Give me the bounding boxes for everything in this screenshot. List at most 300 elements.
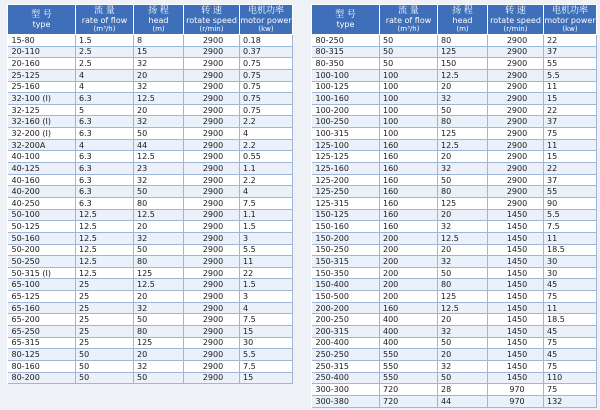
flow-cell: 200 <box>380 244 438 256</box>
table-row <box>312 93 597 105</box>
flow-cell: 100 <box>380 116 438 128</box>
type-cell: 100-315 <box>312 128 380 140</box>
power-cell: 4 <box>240 128 293 140</box>
speed-cell: 2900 <box>184 314 240 326</box>
flow-cell: 12.5 <box>76 256 134 268</box>
type-cell: 150-350 <box>312 267 380 279</box>
speed-cell: 2900 <box>488 58 544 70</box>
table-row <box>8 326 293 338</box>
power-cell: 0.75 <box>240 69 293 81</box>
head-cell: 125 <box>134 337 184 349</box>
power-cell: 2.2 <box>240 174 293 186</box>
head-cell: 12.5 <box>134 279 184 291</box>
type-cell: 32-100 (I) <box>8 93 76 105</box>
flow-cell: 2.5 <box>76 58 134 70</box>
power-cell: 37 <box>544 116 597 128</box>
speed-cell: 2900 <box>184 58 240 70</box>
table-row <box>8 349 293 361</box>
flow-cell: 25 <box>76 302 134 314</box>
table-row <box>8 291 293 303</box>
type-cell: 125-200 <box>312 174 380 186</box>
power-cell: 30 <box>544 256 597 268</box>
power-cell: 2.2 <box>240 139 293 151</box>
flow-cell: 200 <box>380 232 438 244</box>
speed-cell: 1450 <box>488 326 544 338</box>
table-row <box>8 116 293 128</box>
power-cell: 132 <box>544 395 597 407</box>
head-cell: 32 <box>438 221 488 233</box>
power-cell: 0.75 <box>240 81 293 93</box>
head-cell: 20 <box>134 104 184 116</box>
head-cell: 50 <box>438 372 488 384</box>
power-cell: 75 <box>544 360 597 372</box>
power-cell: 22 <box>240 267 293 279</box>
power-cell: 0.75 <box>240 58 293 70</box>
power-cell: 15 <box>544 151 597 163</box>
head-cell: 80 <box>438 186 488 198</box>
speed-cell: 2900 <box>488 163 544 175</box>
type-cell: 65-250 <box>8 326 76 338</box>
speed-cell: 1450 <box>488 221 544 233</box>
table-row <box>312 372 597 384</box>
flow-cell: 100 <box>380 104 438 116</box>
flow-cell: 12.5 <box>76 232 134 244</box>
speed-cell: 2900 <box>184 221 240 233</box>
table-row <box>8 360 293 372</box>
head-cell: 80 <box>134 197 184 209</box>
flow-cell: 160 <box>380 197 438 209</box>
power-cell: 45 <box>544 279 597 291</box>
speed-cell: 970 <box>488 395 544 407</box>
head-cell: 20 <box>134 69 184 81</box>
power-cell: 1.5 <box>240 279 293 291</box>
head-cell: 12.5 <box>134 209 184 221</box>
flow-cell: 6.3 <box>76 93 134 105</box>
head-cell: 125 <box>438 128 488 140</box>
head-cell: 32 <box>134 360 184 372</box>
power-cell: 45 <box>544 326 597 338</box>
flow-cell: 160 <box>380 163 438 175</box>
power-cell: 45 <box>544 349 597 361</box>
power-cell: 7.5 <box>240 197 293 209</box>
table-row <box>8 256 293 268</box>
table-row <box>8 302 293 314</box>
head-cell: 32 <box>134 232 184 244</box>
type-cell: 100-200 <box>312 104 380 116</box>
type-header: 型 号 type <box>8 5 76 35</box>
power-cell: 37 <box>544 174 597 186</box>
flow-cell: 2.5 <box>76 46 134 58</box>
power-cell: 18.5 <box>544 314 597 326</box>
flow-cell: 6.3 <box>76 128 134 140</box>
type-cell: 150-160 <box>312 221 380 233</box>
type-cell: 50-160 <box>8 232 76 244</box>
head-cell: 50 <box>438 337 488 349</box>
table-row <box>312 232 597 244</box>
table-row <box>312 46 597 58</box>
type-cell: 125-315 <box>312 197 380 209</box>
head-cell: 80 <box>438 116 488 128</box>
table-row <box>8 81 293 93</box>
flow-cell: 6.3 <box>76 151 134 163</box>
power-cell: 1.1 <box>240 209 293 221</box>
flow-cell: 50 <box>76 372 134 384</box>
type-cell: 150-125 <box>312 209 380 221</box>
right-table-header <box>312 5 597 35</box>
table-row <box>8 337 293 349</box>
speed-cell: 1450 <box>488 209 544 221</box>
head-cell: 32 <box>134 116 184 128</box>
speed-cell: 1450 <box>488 372 544 384</box>
flow-cell: 550 <box>380 372 438 384</box>
head-cell: 125 <box>438 197 488 209</box>
type-cell: 200-200 <box>312 302 380 314</box>
flow-cell: 6.3 <box>76 163 134 175</box>
head-cell: 150 <box>438 58 488 70</box>
flow-cell: 200 <box>380 279 438 291</box>
head-cell: 12.5 <box>438 69 488 81</box>
type-cell: 32-125 <box>8 104 76 116</box>
power-cell: 11 <box>544 232 597 244</box>
power-header: 电机功率 motor power (kw) <box>544 6 596 33</box>
head-header: 扬 程 head (m) <box>134 5 184 35</box>
power-cell: 55 <box>544 186 597 198</box>
table-row <box>8 163 293 175</box>
speed-cell: 2900 <box>488 116 544 128</box>
flow-cell: 100 <box>380 69 438 81</box>
table-row <box>312 163 597 175</box>
head-cell: 50 <box>438 267 488 279</box>
type-cell: 100-125 <box>312 81 380 93</box>
flow-cell: 6.3 <box>76 186 134 198</box>
speed-cell: 1450 <box>488 244 544 256</box>
table-row <box>8 104 293 116</box>
table-row <box>312 337 597 349</box>
power-cell: 0.75 <box>240 93 293 105</box>
flow-cell: 400 <box>380 326 438 338</box>
type-cell: 150-250 <box>312 244 380 256</box>
power-cell: 5.5 <box>240 349 293 361</box>
table-row <box>312 81 597 93</box>
table-row <box>312 291 597 303</box>
speed-cell: 2900 <box>488 104 544 116</box>
speed-cell: 2900 <box>488 35 544 47</box>
power-cell: 22 <box>544 104 597 116</box>
power-cell: 3 <box>240 291 293 303</box>
speed-header: 转 速 rotate speed (r/min) <box>184 5 240 35</box>
table-row <box>312 244 597 256</box>
power-header: 电机功率 motor power (kw) <box>240 6 292 33</box>
power-cell: 30 <box>544 267 597 279</box>
table-row <box>312 314 597 326</box>
type-cell: 40-160 <box>8 174 76 186</box>
head-cell: 80 <box>438 35 488 47</box>
flow-cell: 160 <box>380 302 438 314</box>
power-cell: 55 <box>544 58 597 70</box>
head-cell: 32 <box>438 93 488 105</box>
type-cell: 40-250 <box>8 197 76 209</box>
type-cell: 250-315 <box>312 360 380 372</box>
speed-cell: 2900 <box>488 128 544 140</box>
head-cell: 32 <box>134 81 184 93</box>
table-row <box>8 93 293 105</box>
power-cell: 110 <box>544 372 597 384</box>
left-table-header <box>8 5 293 35</box>
speed-cell: 2900 <box>184 197 240 209</box>
power-cell: 1.5 <box>240 221 293 233</box>
head-cell: 12.5 <box>438 232 488 244</box>
type-cell: 150-500 <box>312 291 380 303</box>
flow-cell: 720 <box>380 384 438 396</box>
type-cell: 80-160 <box>8 360 76 372</box>
power-cell: 5.5 <box>240 244 293 256</box>
speed-cell: 2900 <box>184 81 240 93</box>
head-cell: 50 <box>134 128 184 140</box>
table-row <box>8 267 293 279</box>
table-row <box>8 174 293 186</box>
head-cell: 32 <box>438 256 488 268</box>
head-cell: 15 <box>134 46 184 58</box>
power-cell: 22 <box>544 163 597 175</box>
table-row <box>312 197 597 209</box>
flow-cell: 6.3 <box>76 197 134 209</box>
type-cell: 100-160 <box>312 93 380 105</box>
type-cell: 125-100 <box>312 139 380 151</box>
speed-cell: 2900 <box>184 151 240 163</box>
type-cell: 250-250 <box>312 349 380 361</box>
table-row <box>312 116 597 128</box>
power-cell: 0.55 <box>240 151 293 163</box>
head-cell: 12.5 <box>134 93 184 105</box>
power-cell: 0.18 <box>240 35 293 47</box>
flow-cell: 50 <box>76 349 134 361</box>
flow-cell: 4 <box>76 69 134 81</box>
speed-cell: 2900 <box>488 197 544 209</box>
table-row <box>312 151 597 163</box>
table-row <box>312 139 597 151</box>
type-cell: 125-160 <box>312 163 380 175</box>
type-cell: 40-200 <box>8 186 76 198</box>
speed-cell: 1450 <box>488 267 544 279</box>
type-cell: 32-200 (I) <box>8 128 76 140</box>
table-row <box>8 151 293 163</box>
flow-cell: 12.5 <box>76 209 134 221</box>
speed-cell: 1450 <box>488 349 544 361</box>
head-header: 扬 程 head (m) <box>438 5 488 35</box>
flow-cell: 50 <box>380 46 438 58</box>
table-row <box>312 267 597 279</box>
flow-cell: 160 <box>380 139 438 151</box>
type-cell: 20-160 <box>8 58 76 70</box>
left-table-body <box>8 35 293 384</box>
speed-cell: 1450 <box>488 232 544 244</box>
speed-cell: 970 <box>488 384 544 396</box>
type-cell: 200-315 <box>312 326 380 338</box>
flow-header: 流 量 rate of flow (m³/h) <box>76 5 134 35</box>
flow-cell: 4 <box>76 81 134 93</box>
flow-cell: 12.5 <box>76 244 134 256</box>
table-row <box>8 221 293 233</box>
speed-cell: 2900 <box>488 81 544 93</box>
speed-cell: 1450 <box>488 302 544 314</box>
type-cell: 65-200 <box>8 314 76 326</box>
head-cell: 44 <box>134 139 184 151</box>
head-cell: 20 <box>438 349 488 361</box>
table-row <box>312 360 597 372</box>
speed-cell: 1450 <box>488 291 544 303</box>
head-cell: 50 <box>134 186 184 198</box>
table-row <box>312 302 597 314</box>
type-cell: 40-100 <box>8 151 76 163</box>
table-row <box>312 104 597 116</box>
head-cell: 20 <box>438 209 488 221</box>
flow-cell: 25 <box>76 326 134 338</box>
speed-cell: 2900 <box>184 337 240 349</box>
table-row <box>312 58 597 70</box>
table-row <box>8 58 293 70</box>
head-cell: 20 <box>438 244 488 256</box>
type-cell: 65-125 <box>8 291 76 303</box>
table-row <box>312 174 597 186</box>
power-cell: 11 <box>544 81 597 93</box>
table-row <box>312 279 597 291</box>
power-cell: 22 <box>544 35 597 47</box>
power-cell: 0.75 <box>240 104 293 116</box>
head-cell: 80 <box>134 326 184 338</box>
power-cell: 18.5 <box>544 244 597 256</box>
speed-cell: 2900 <box>184 93 240 105</box>
power-cell: 30 <box>240 337 293 349</box>
table-row <box>8 186 293 198</box>
speed-cell: 2900 <box>488 174 544 186</box>
power-cell: 75 <box>544 291 597 303</box>
left-spec-table <box>7 4 293 384</box>
type-cell: 125-250 <box>312 186 380 198</box>
head-cell: 32 <box>438 360 488 372</box>
type-cell: 50-315 (I) <box>8 267 76 279</box>
flow-cell: 50 <box>76 360 134 372</box>
flow-cell: 4 <box>76 139 134 151</box>
table-row <box>8 372 293 384</box>
type-cell: 80-350 <box>312 58 380 70</box>
head-cell: 125 <box>134 267 184 279</box>
speed-cell: 2900 <box>184 256 240 268</box>
flow-cell: 200 <box>380 256 438 268</box>
right-table-body <box>312 35 597 408</box>
power-cell: 90 <box>544 197 597 209</box>
speed-cell: 2900 <box>184 163 240 175</box>
flow-cell: 720 <box>380 395 438 407</box>
type-cell: 80-125 <box>8 349 76 361</box>
type-cell: 80-315 <box>312 46 380 58</box>
table-row <box>312 395 597 407</box>
power-cell: 7.5 <box>240 314 293 326</box>
flow-cell: 160 <box>380 186 438 198</box>
speed-cell: 2900 <box>184 186 240 198</box>
table-row <box>8 209 293 221</box>
flow-cell: 25 <box>76 291 134 303</box>
speed-cell: 1450 <box>488 314 544 326</box>
speed-cell: 2900 <box>488 46 544 58</box>
type-cell: 150-400 <box>312 279 380 291</box>
type-cell: 50-125 <box>8 221 76 233</box>
table-row <box>312 186 597 198</box>
type-cell: 125-125 <box>312 151 380 163</box>
speed-cell: 2900 <box>184 302 240 314</box>
flow-cell: 160 <box>380 151 438 163</box>
type-cell: 65-100 <box>8 279 76 291</box>
power-cell: 75 <box>544 384 597 396</box>
flow-cell: 160 <box>380 209 438 221</box>
type-cell: 32-160 (I) <box>8 116 76 128</box>
power-cell: 11 <box>544 302 597 314</box>
flow-cell: 25 <box>76 314 134 326</box>
type-cell: 80-200 <box>8 372 76 384</box>
speed-cell: 2900 <box>184 360 240 372</box>
table-row <box>312 326 597 338</box>
type-cell: 40-125 <box>8 163 76 175</box>
head-cell: 32 <box>438 326 488 338</box>
power-cell: 7.5 <box>544 221 597 233</box>
flow-cell: 50 <box>380 35 438 47</box>
speed-cell: 2900 <box>184 349 240 361</box>
speed-cell: 2900 <box>184 291 240 303</box>
flow-cell: 5 <box>76 104 134 116</box>
flow-cell: 100 <box>380 93 438 105</box>
speed-cell: 2900 <box>184 69 240 81</box>
speed-cell: 2900 <box>184 209 240 221</box>
type-cell: 200-400 <box>312 337 380 349</box>
head-cell: 20 <box>134 221 184 233</box>
flow-cell: 550 <box>380 360 438 372</box>
flow-cell: 400 <box>380 337 438 349</box>
table-row <box>312 221 597 233</box>
flow-cell: 100 <box>380 128 438 140</box>
head-cell: 80 <box>134 256 184 268</box>
type-cell: 50-250 <box>8 256 76 268</box>
table-row <box>312 209 597 221</box>
power-cell: 15 <box>240 326 293 338</box>
head-cell: 23 <box>134 163 184 175</box>
type-cell: 65-160 <box>8 302 76 314</box>
type-cell: 80-250 <box>312 35 380 47</box>
type-cell: 50-200 <box>8 244 76 256</box>
power-cell: 75 <box>544 337 597 349</box>
power-cell: 15 <box>240 372 293 384</box>
flow-cell: 200 <box>380 291 438 303</box>
table-row <box>8 279 293 291</box>
flow-cell: 200 <box>380 267 438 279</box>
speed-cell: 2900 <box>184 174 240 186</box>
speed-cell: 2900 <box>184 104 240 116</box>
head-cell: 32 <box>134 302 184 314</box>
speed-cell: 2900 <box>184 267 240 279</box>
table-row <box>8 128 293 140</box>
type-cell: 50-100 <box>8 209 76 221</box>
speed-cell: 2900 <box>488 151 544 163</box>
speed-header: 转 速 rotate speed (r/min) <box>488 5 544 35</box>
table-row <box>312 35 597 47</box>
power-cell: 2.2 <box>240 116 293 128</box>
type-cell: 32-200A <box>8 139 76 151</box>
type-cell: 100-250 <box>312 116 380 128</box>
flow-cell: 1.5 <box>76 35 134 47</box>
head-cell: 12.5 <box>134 151 184 163</box>
power-cell: 75 <box>544 128 597 140</box>
flow-header: 流 量 rate of flow (m³/h) <box>380 5 438 35</box>
type-cell: 150-315 <box>312 256 380 268</box>
power-cell: 37 <box>544 46 597 58</box>
